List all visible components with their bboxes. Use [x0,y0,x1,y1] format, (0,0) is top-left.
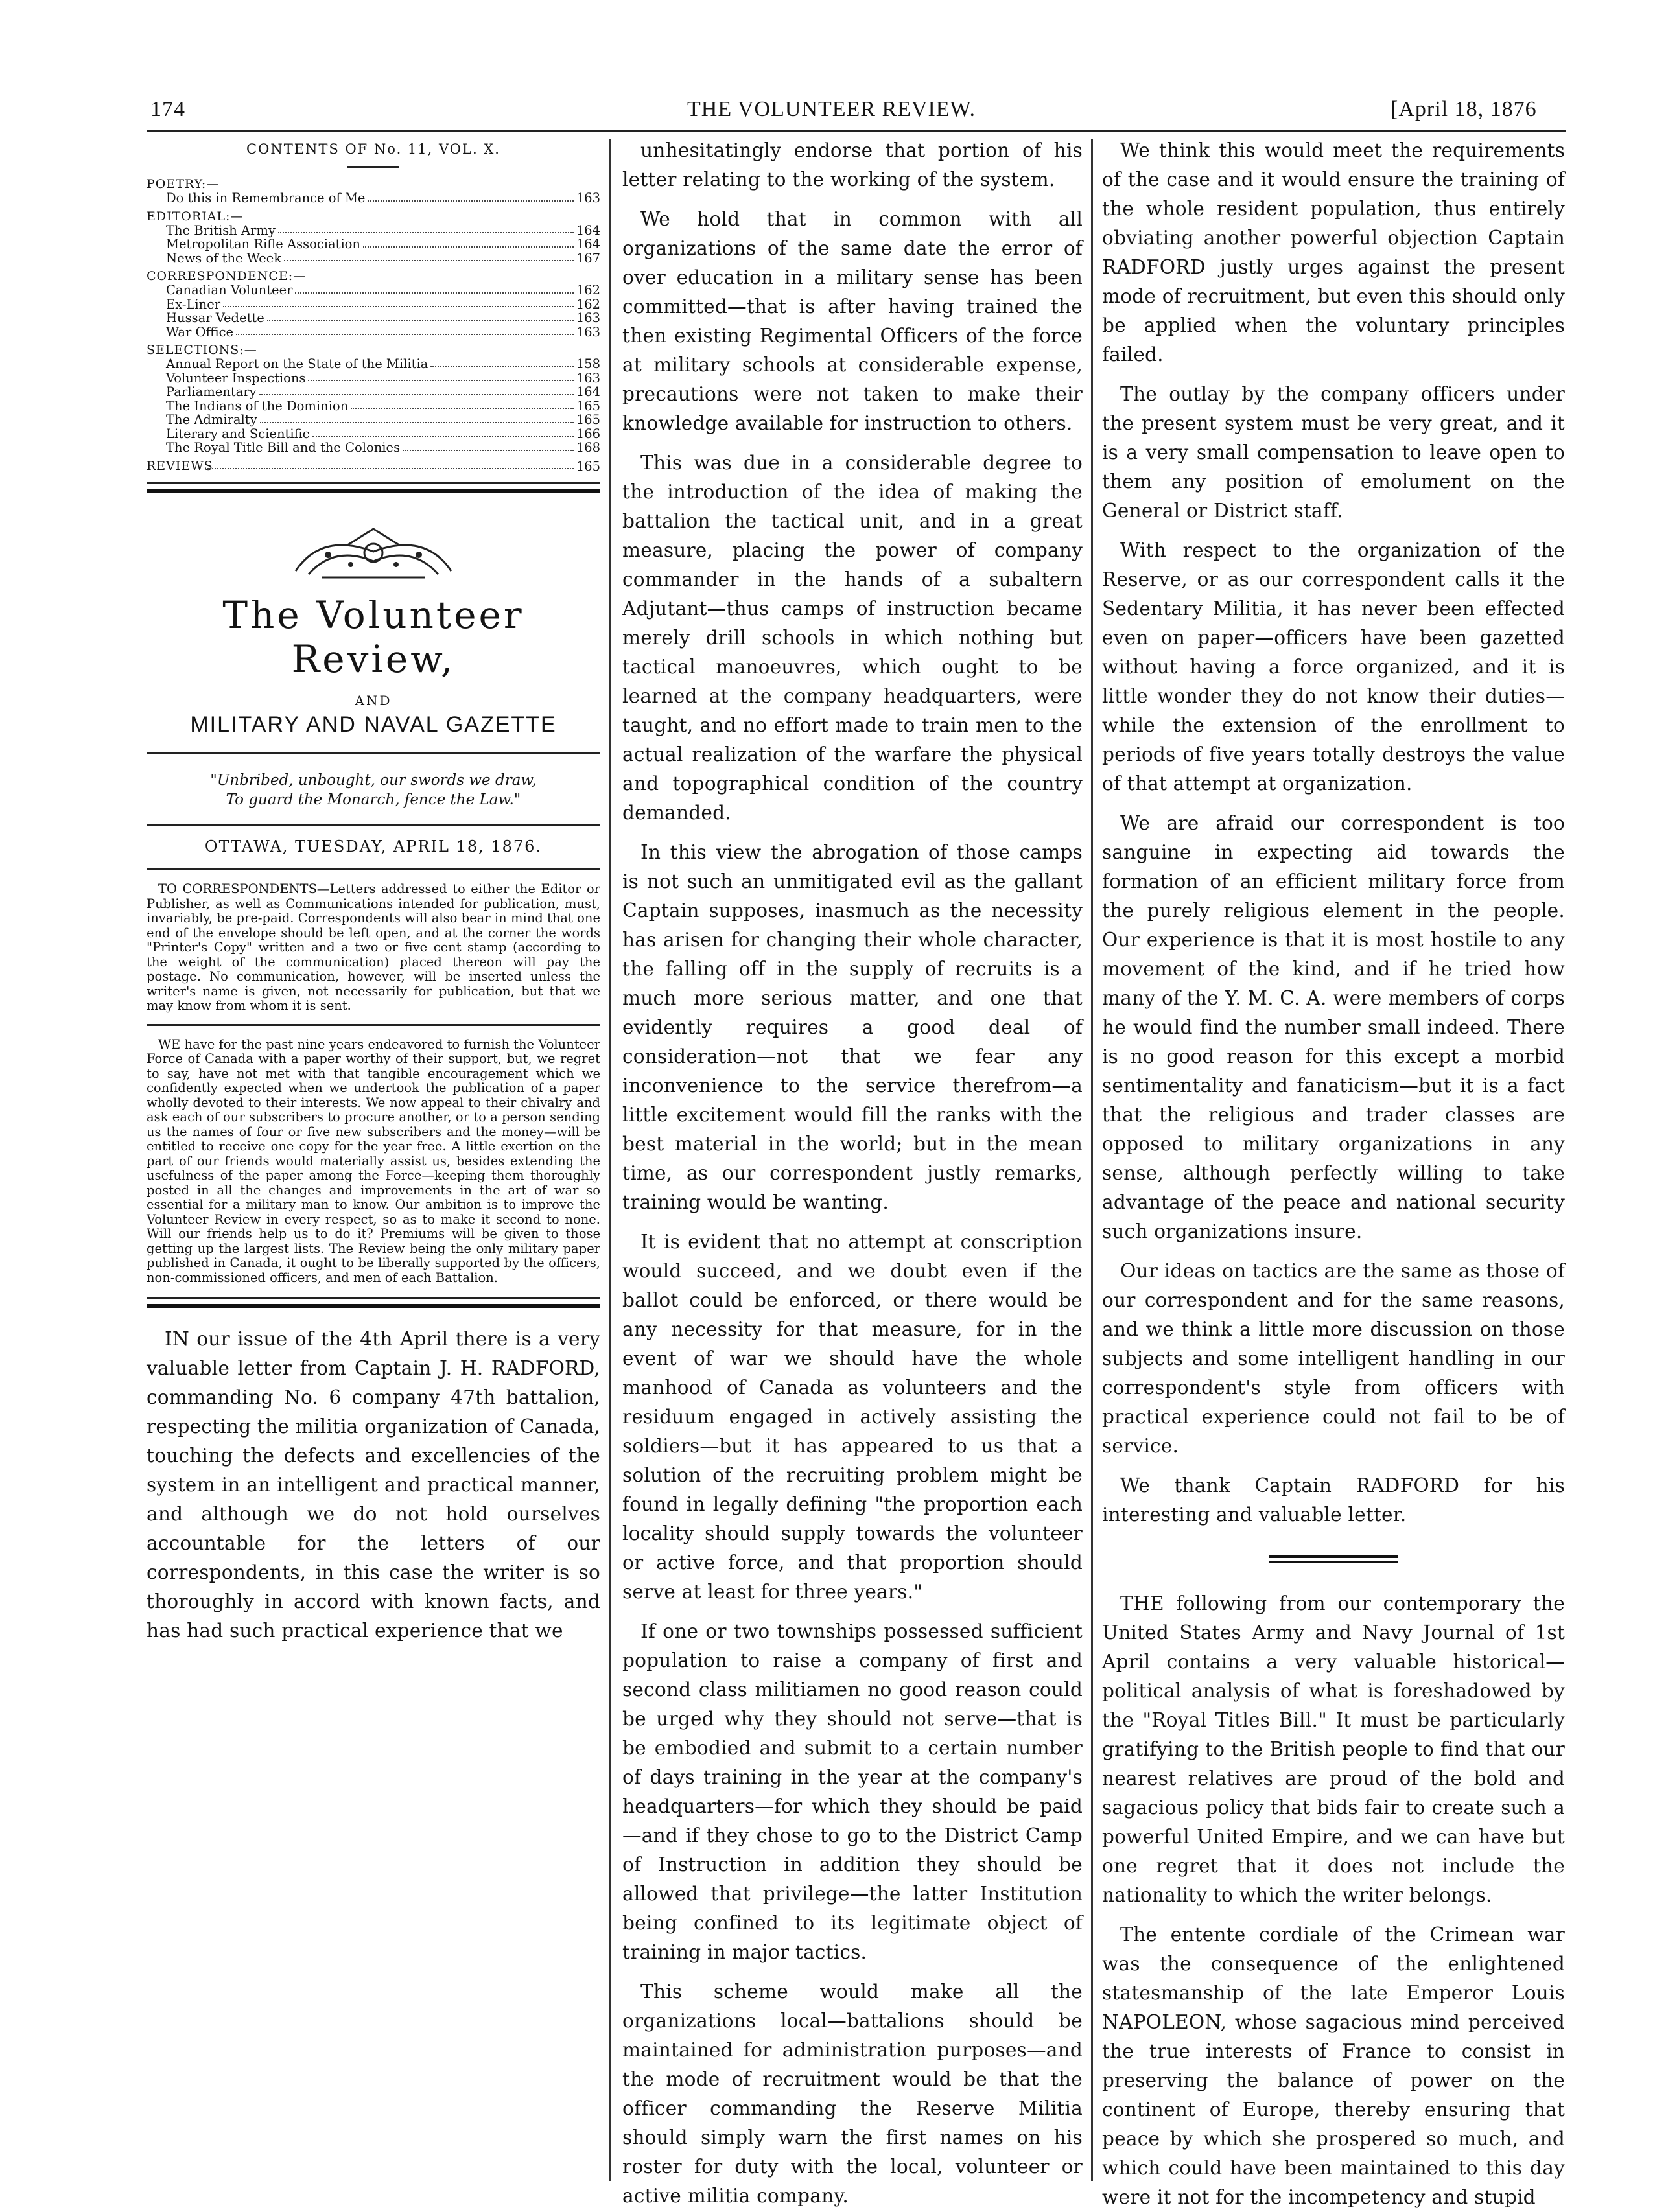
contents-item [147,413,600,427]
contents-item-page: 162 [576,296,600,312]
contents-leader-dots [312,427,574,437]
article-paragraph: It is evident that no attempt at conscription would succeed, and we doubt even if the ballot could be enforced, or there would be any necessity for that measure, for in the event of war we should have the whole manhood of Canada as volunteers and the residuum engaged in actively assisting the soldiers—but it has appeared to us that a solution of the recruiting problem might be found in legally defining "the proportion each locality should supply towards the volunteer or active force, and that proportion should serve at least for three years." [622,1231,1083,1603]
contents-item-page: 164 [576,222,600,238]
masthead-title: The Volunteer Review, [222,593,524,681]
contents-item-title: Do this in Remembrance of Me [166,191,366,205]
article-radford-continued [622,136,1083,2211]
masthead-ornament [147,526,600,587]
contents-leader-dots [368,191,573,202]
contents-item-page: 168 [576,440,600,455]
contents-item [147,224,600,238]
article-paragraph: unhesitatingly endorse that portion of his letter relating to the working of the system. [622,139,1083,191]
contents-leader-dots [308,371,573,382]
contents-item-page: 158 [576,356,600,371]
contents-section-heading: EDITORIAL:— [147,209,244,224]
contents-item-title: The Admiralty [166,412,257,427]
contents-item-page: 165 [576,458,600,474]
article-radford-opening: IN our issue of the 4th April there is a very valuable letter from Captain J. H. RADFORD, commanding No. 6 company 47th battalion, respecting the militia organization of Canada, touching the defects and excellencies of the system in an intelligent and practical manner, and although we do not hold ourselves accountable for the letters of our correspondents, in this case the writer is so thoroughly in accord with known facts, and has had such practical experience that we [147,1328,600,1642]
contents-leader-dots [236,325,574,336]
contents-leader-dots [259,385,574,395]
dateline: OTTAWA, TUESDAY, APRIL 18, 1876. [204,837,543,856]
article-royal-titles [1102,1589,1565,2212]
article-paragraph: We think this would meet the requirements of the case and it would ensure the training of the whole resident population, thus entirely obviating another powerful objection Captain RADFORD justly urges against the present mode of recruitment, but even this should only be applied when the voluntary principles failed. [1102,139,1565,366]
section-divider [1269,1555,1398,1563]
contents-list [147,177,600,473]
contents-item-page: 167 [576,250,600,266]
crest-ornament-icon [283,526,464,584]
page-date: [April 18, 1876 [1391,97,1537,121]
contents-leader-dots [363,237,574,248]
page-number: 174 [150,97,185,121]
dateline-rule [147,868,600,870]
contents-title: CONTENTS OF No. 11, VOL. X. [246,141,500,157]
appeal-rule-thick [147,1304,600,1308]
article-paragraph: The entente cordiale of the Crimean war was the consequence of the enlightened statesmanship of the late Emperor Louis NAPOLEON, whose sagacious mind perceived the true interests of France to consist in preserving the balance of power on the continent of Europe, thereby ensuring that peace by which she prospered so much, and which could have been maintained to this day were it not for the incompetency and stupid [1102,1924,1565,2208]
contents-leader-dots [267,311,574,321]
motto-line-1: "Unbribed, unbought, our swords we draw, [210,772,537,789]
contents-rule [347,166,399,168]
contents-item [147,357,600,371]
article-paragraph: With respect to the organization of the Reserve, or as our correspondent calls it the Sedentary Militia, it has never been effected even on paper—officers have been gazetted without having a force organized, and it is little wonder they do not know their duties—while the extension of the enrollment to periods of five years totally destroys the value of that attempt at organization. [1102,539,1565,795]
contents-item-title: News of the Week [166,250,282,266]
contents-leader-dots [223,297,574,308]
contents-leader-dots [278,224,574,234]
masthead-and: AND [355,693,392,708]
contents-item-title: Hussar Vedette [166,310,264,325]
motto-rule [147,824,600,826]
contents-item-title: The Indians of the Dominion [166,398,349,413]
article-paragraph: If one or two townships possessed sufficient population to raise a company of first and second class militiamen no good reason could be urged why they should not serve—that is be embodied and submit to a certain number of days training in the year at the company's headquarters—for which they should be paid—and if they chose to go to the District Camp of Instruction in addition they should be allowed that privilege—the latter Institution being confined to its legitimate object of training in major tactics. [622,1620,1083,1963]
contents-item-title: Canadian Volunteer [166,283,293,297]
column-2 [622,136,1083,2207]
contents-item [147,371,600,386]
contents-item [147,251,600,266]
contents-item-page: 165 [576,412,600,427]
article-paragraph: We thank Captain RADFORD for his interesting and valuable letter. [1102,1474,1565,1526]
contents-item-page: 163 [576,370,600,386]
contents-item-title: Metropolitan Rifle Association [166,237,360,251]
contents-end-rule-thick [147,489,600,493]
contents-leader-dots [284,251,574,262]
contents-item [147,297,600,312]
contents-end-rule [147,482,600,484]
article-paragraph: We hold that in common with all organizations of the same date the error of over education in a military sense has been committed—that is after having trained the then existing Regimental Officers of the force at military schools at considerable expense, precautions were not taken to make their knowledge available for instruction to others. [622,208,1083,434]
masthead-rule [147,752,600,754]
contents-leader-dots [403,441,574,451]
contents-item-title: The Royal Title Bill and the Colonies [166,440,401,455]
contents-item-page: 165 [576,398,600,413]
article-paragraph: This was due in a considerable degree to the introduction of the idea of making the battalion the tactical unit, and in a great measure, placing the power of company commander in the hands of a subaltern Adjutant—thus camps of instruction became merely drill schools in which nothing but tactical manoeuvres, which ought to be learned at the company headquarters, were taught, and no effort made to train men to the actual realization of the warfare the physical and topographical condition of the country demanded. [622,452,1083,824]
contents-item-title: Ex-Liner [166,296,221,312]
contents-item-title: Volunteer Inspections [166,370,306,386]
contents-item [147,283,600,297]
column-3 [1102,136,1565,2208]
article-paragraph: THE following from our contemporary the United States Army and Navy Journal of 1st April contains a very valuable historical—political analysis of what is foreshadowed by the "Royal Titles Bill." It must be particularly gratifying to the British people to find that our nearest relatives are proud of the bold and sagacious policy that bids fair to create such a powerful United Empire, and we can have but one regret that it does not include the nationality to which the writer belongs. [1102,1592,1565,1906]
contents-leader-dots [351,399,574,410]
header-rule [147,130,1566,132]
column-rule-2 [1091,139,1093,2181]
contents-item-title: Literary and Scientific [166,426,310,441]
contents-leader-dots [207,460,574,470]
motto-line-2: To guard the Monarch, fence the Law." [226,791,521,808]
notice-rule [147,1024,600,1026]
contents-section-heading: SELECTIONS:— [147,343,257,357]
article-paragraph: We are afraid our correspondent is too sanguine in expecting aid towards the formation of an efficient military force from the purely religious element in the people. Our experience is that it is most hostile to any movement of the kind, and if he tried how many of the Y. M. C. A. were members of corps he would find the number small indeed. There is no good reason for this except a morbid sentimentality and fanaticism—but it is a fact that the religious and trader classes are opposed to military organizations in any sense, although perfectly willing to take advantage of the peace and national security such organizations insure. [1102,812,1565,1242]
article-paragraph: The outlay by the company officers under the present system must be very great, and it is a very small compensation to leave open to them any position of emolument on the General or District staff. [1102,383,1565,522]
contents-item-page: 162 [576,283,600,297]
article-paragraph: This scheme would make all the organizations local—battalions should be maintained for administration purposes—and the mode of recruitment would be that the officer commanding the Reserve Militia should simply warn the first names on his roster for duty with the local, volunteer or active militia company. [622,1981,1083,2207]
article-paragraph: In this view the abrogation of those camps is not such an unmitigated evil as the gallant Captain supposes, inasmuch as the necessity has arisen for changing their whole character, the falling off in the supply of recruits is a much more serious matter, and one that evidently requires a good deal of consideration—not that we fear any inconvenience to the service therefrom—a little excitement would fill the ranks with the best material in the world; but in the mean time, as our correspondent justly remarks, training would be wanting. [622,841,1083,1213]
contents-item-title: The British Army [166,222,276,238]
appeal-rule [147,1297,600,1299]
contents-leader-dots [295,283,573,294]
contents-item-title: Annual Report on the State of the Militia [166,356,428,371]
contents-section-heading: REVIEWS [147,458,213,473]
article-radford-conclusion [1102,136,1565,1530]
contents-item [147,399,600,413]
running-title: THE VOLUNTEER REVIEW. [687,97,976,121]
contents-item-title: War Office [166,324,234,340]
contents-item-page: 166 [576,426,600,441]
contents-item [147,427,600,441]
contents-item [147,325,600,340]
contents-item-title: Parliamentary [166,384,257,399]
contents-item-page: 163 [576,324,600,340]
contents-item [147,311,600,325]
contents-item [147,385,600,399]
contents-section-heading: CORRESPONDENCE:— [147,269,307,283]
contents-item-page: 164 [576,237,600,251]
correspondents-notice: TO CORRESPONDENTS—Letters addressed to either the Editor or Publisher, as well as Communications intended for publication, must, invariably, be pre-paid. Correspondents will also bear in mind that one end of the envelope should be left open, and at the corner the words "Printer's Copy" written and a two or five cent stamp (according to the weight of the communication) placed thereon will pay the postage. No communication, however, will be inserted unless the writer's name is given, not necessarily for publication, but that we may know from whom it is sent. [147,881,600,1013]
contents-item-page: 163 [576,310,600,325]
contents-leader-dots [260,413,574,423]
masthead-subtitle: MILITARY AND NAVAL GAZETTE [190,712,557,737]
contents-section-heading: POETRY:— [147,177,220,191]
column-rule-1 [609,139,611,2181]
column-1 [147,136,600,2184]
contents-item [147,237,600,251]
subscribers-appeal: WE have for the past nine years endeavored to furnish the Volunteer Force of Canada with a paper worthy of their support, but, we regret to say, have not met with that tangible encouragement which we confidently expected when we undertook the publication of a paper wholly devoted to their interests. We now appeal to their chivalry and ask each of our subscribers to procure another, or to a person sending us the names of four or five new subscribers and the money—will be entitled to receive one copy for the year free. A little exertion on the part of our friends would materially assist us, besides extending the usefulness of the paper among the Force—keeping them thoroughly posted in all the changes and improvements in the art of war so essential for a military man to know. Our ambition is to improve the Volunteer Review in every respect, so as to make it second to none. Will our friends help us to do it? Premiums will be given to those getting up the largest lists. The Review being the only military paper published in Canada, it ought to be liberally supported by the officers, non-commissioned officers, and men of each Battalion. [147,1036,600,1285]
contents-leader-dots [430,357,573,367]
contents-item-page: 163 [576,191,600,205]
article-paragraph: Our ideas on tactics are the same as those of our correspondent and for the same reasons, and we think a little more discussion on those subjects and some intelligent handling in our correspondent's style from officers with practical experience could not fail to be of service. [1102,1260,1565,1457]
contents-item [147,441,600,455]
contents-item [147,460,600,474]
contents-item-page: 164 [576,384,600,399]
contents-item [147,191,600,205]
